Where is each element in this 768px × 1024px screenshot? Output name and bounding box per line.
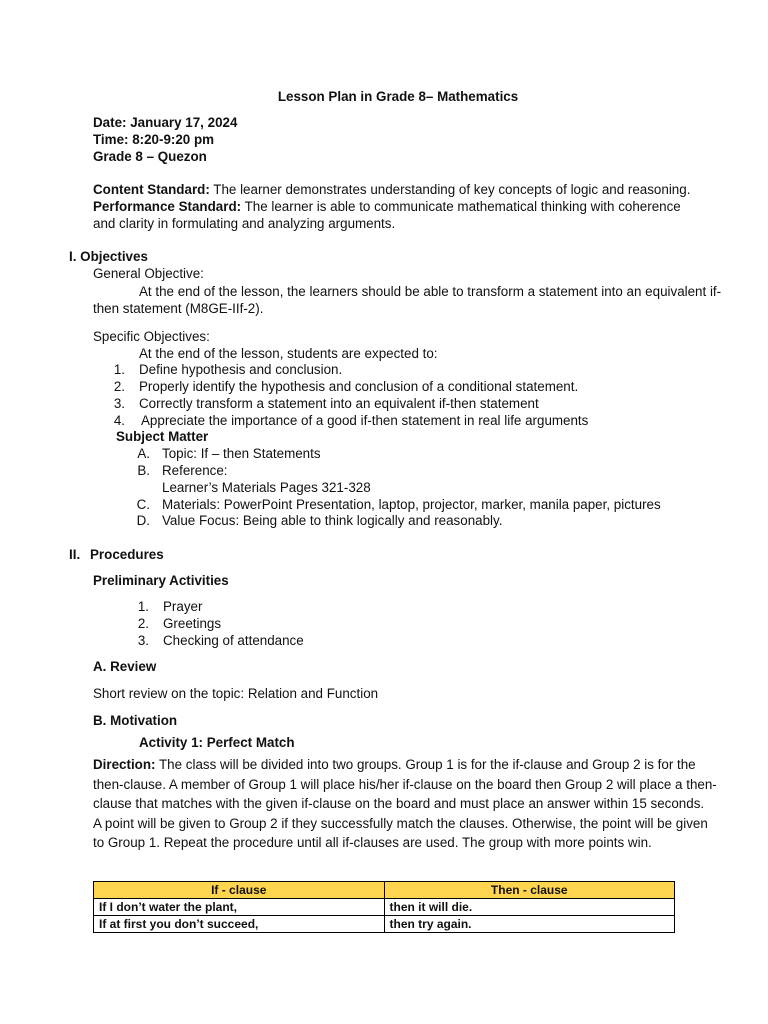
list-item-letter: C. <box>136 497 150 512</box>
general-objective-label: General Objective: <box>93 266 204 281</box>
procedures-heading-number: II. <box>69 547 81 562</box>
list-item-letter: D. <box>136 513 150 528</box>
table-row <box>94 899 675 916</box>
column-header-if-clause: If - clause <box>94 882 385 899</box>
list-item-number: 2. <box>137 616 149 631</box>
direction-line: A point will be given to Group 2 if they successfully match the clauses. Otherwise, the point will be given <box>93 816 708 831</box>
column-header-then-clause: Then - clause <box>384 882 675 899</box>
then-clause-cell: then it will die. <box>384 899 675 916</box>
content-standard <box>93 181 693 198</box>
list-item: Topic: If – then Statements <box>162 446 321 461</box>
lesson-grade: Grade 8 – Quezon <box>93 149 207 164</box>
list-item: Reference: <box>162 463 228 478</box>
review-heading: A. Review <box>93 659 157 674</box>
list-item: Materials: PowerPoint Presentation, laptop, projector, marker, manila paper, pictures <box>162 497 661 512</box>
direction-line <box>93 755 696 775</box>
list-item-number: 2. <box>113 379 125 394</box>
list-item-number: 1. <box>113 362 125 377</box>
list-item: Greetings <box>163 616 222 631</box>
list-item: Correctly transform a statement into an equivalent if-then statement <box>139 396 539 411</box>
performance-standard <box>93 198 693 232</box>
table-row <box>94 916 675 933</box>
performance-standard-label: Performance Standard: <box>93 199 242 214</box>
list-item: Prayer <box>163 599 203 614</box>
then-clause-cell: then try again. <box>384 916 675 933</box>
specific-objectives-label: Specific Objectives: <box>93 329 210 344</box>
document-title: Lesson Plan in Grade 8– Mathematics <box>277 89 519 104</box>
direction-label: Direction: <box>93 757 156 772</box>
if-clause-cell: If at first you don’t succeed, <box>94 916 385 933</box>
clause-table <box>93 881 675 933</box>
if-clause-cell: If I don’t water the plant, <box>94 899 385 916</box>
list-item-number: 1. <box>137 599 149 614</box>
general-objective-line1: At the end of the lesson, the learners should be able to transform a statement into an equivalent if- <box>139 284 722 299</box>
table-header-row <box>94 882 675 899</box>
list-item-letter: B. <box>137 463 150 478</box>
objectives-heading: I. Objectives <box>69 249 148 264</box>
direction-line: to Group 1. Repeat the procedure until all if-clauses are used. The group with more points win. <box>93 835 652 850</box>
direction-text: The class will be divided into two groups. Group 1 is for the if-clause and Group 2 is for the <box>155 757 696 772</box>
list-item: Checking of attendance <box>163 633 304 648</box>
content-standard-text: The learner demonstrates understanding of key concepts of logic and reasoning. <box>209 182 691 197</box>
lesson-date: Date: January 17, 2024 <box>93 115 238 130</box>
list-item: Appreciate the importance of a good if-then statement in real life arguments <box>141 413 589 428</box>
list-item-number: 3. <box>137 633 149 648</box>
review-text: Short review on the topic: Relation and Function <box>93 686 379 701</box>
reference-detail: Learner’s Materials Pages 321-328 <box>162 480 371 495</box>
specific-objectives-intro: At the end of the lesson, students are expected to: <box>139 346 438 361</box>
list-item-letter: A. <box>137 446 150 461</box>
list-item: Value Focus: Being able to think logically and reasonably. <box>162 513 503 528</box>
list-item: Properly identify the hypothesis and conclusion of a conditional statement. <box>139 379 579 394</box>
procedures-heading: Procedures <box>90 547 164 562</box>
performance-standard-text: The learner is able to communicate mathematical thinking with coherence and clarity in formulating and analyzing arguments. <box>93 199 681 231</box>
preliminary-activities-heading: Preliminary Activities <box>93 573 229 588</box>
subject-matter-heading: Subject Matter <box>116 429 209 444</box>
list-item: Define hypothesis and conclusion. <box>139 362 343 377</box>
direction-line: then-clause. A member of Group 1 will place his/her if-clause on the board then Group 2 will place a then- <box>93 777 717 792</box>
list-item-number: 3. <box>113 396 125 411</box>
content-standard-label: Content Standard: <box>93 182 210 197</box>
lesson-time: Time: 8:20-9:20 pm <box>93 132 215 147</box>
direction-line: clause that matches with the given if-clause on the board and must place an answer within 15 seconds. <box>93 796 705 811</box>
activity-title: Activity 1: Perfect Match <box>139 735 295 750</box>
list-item-number: 4. <box>113 413 125 428</box>
motivation-heading: B. Motivation <box>93 713 178 728</box>
general-objective-line2: then statement (M8GE-IIf-2). <box>93 301 264 316</box>
